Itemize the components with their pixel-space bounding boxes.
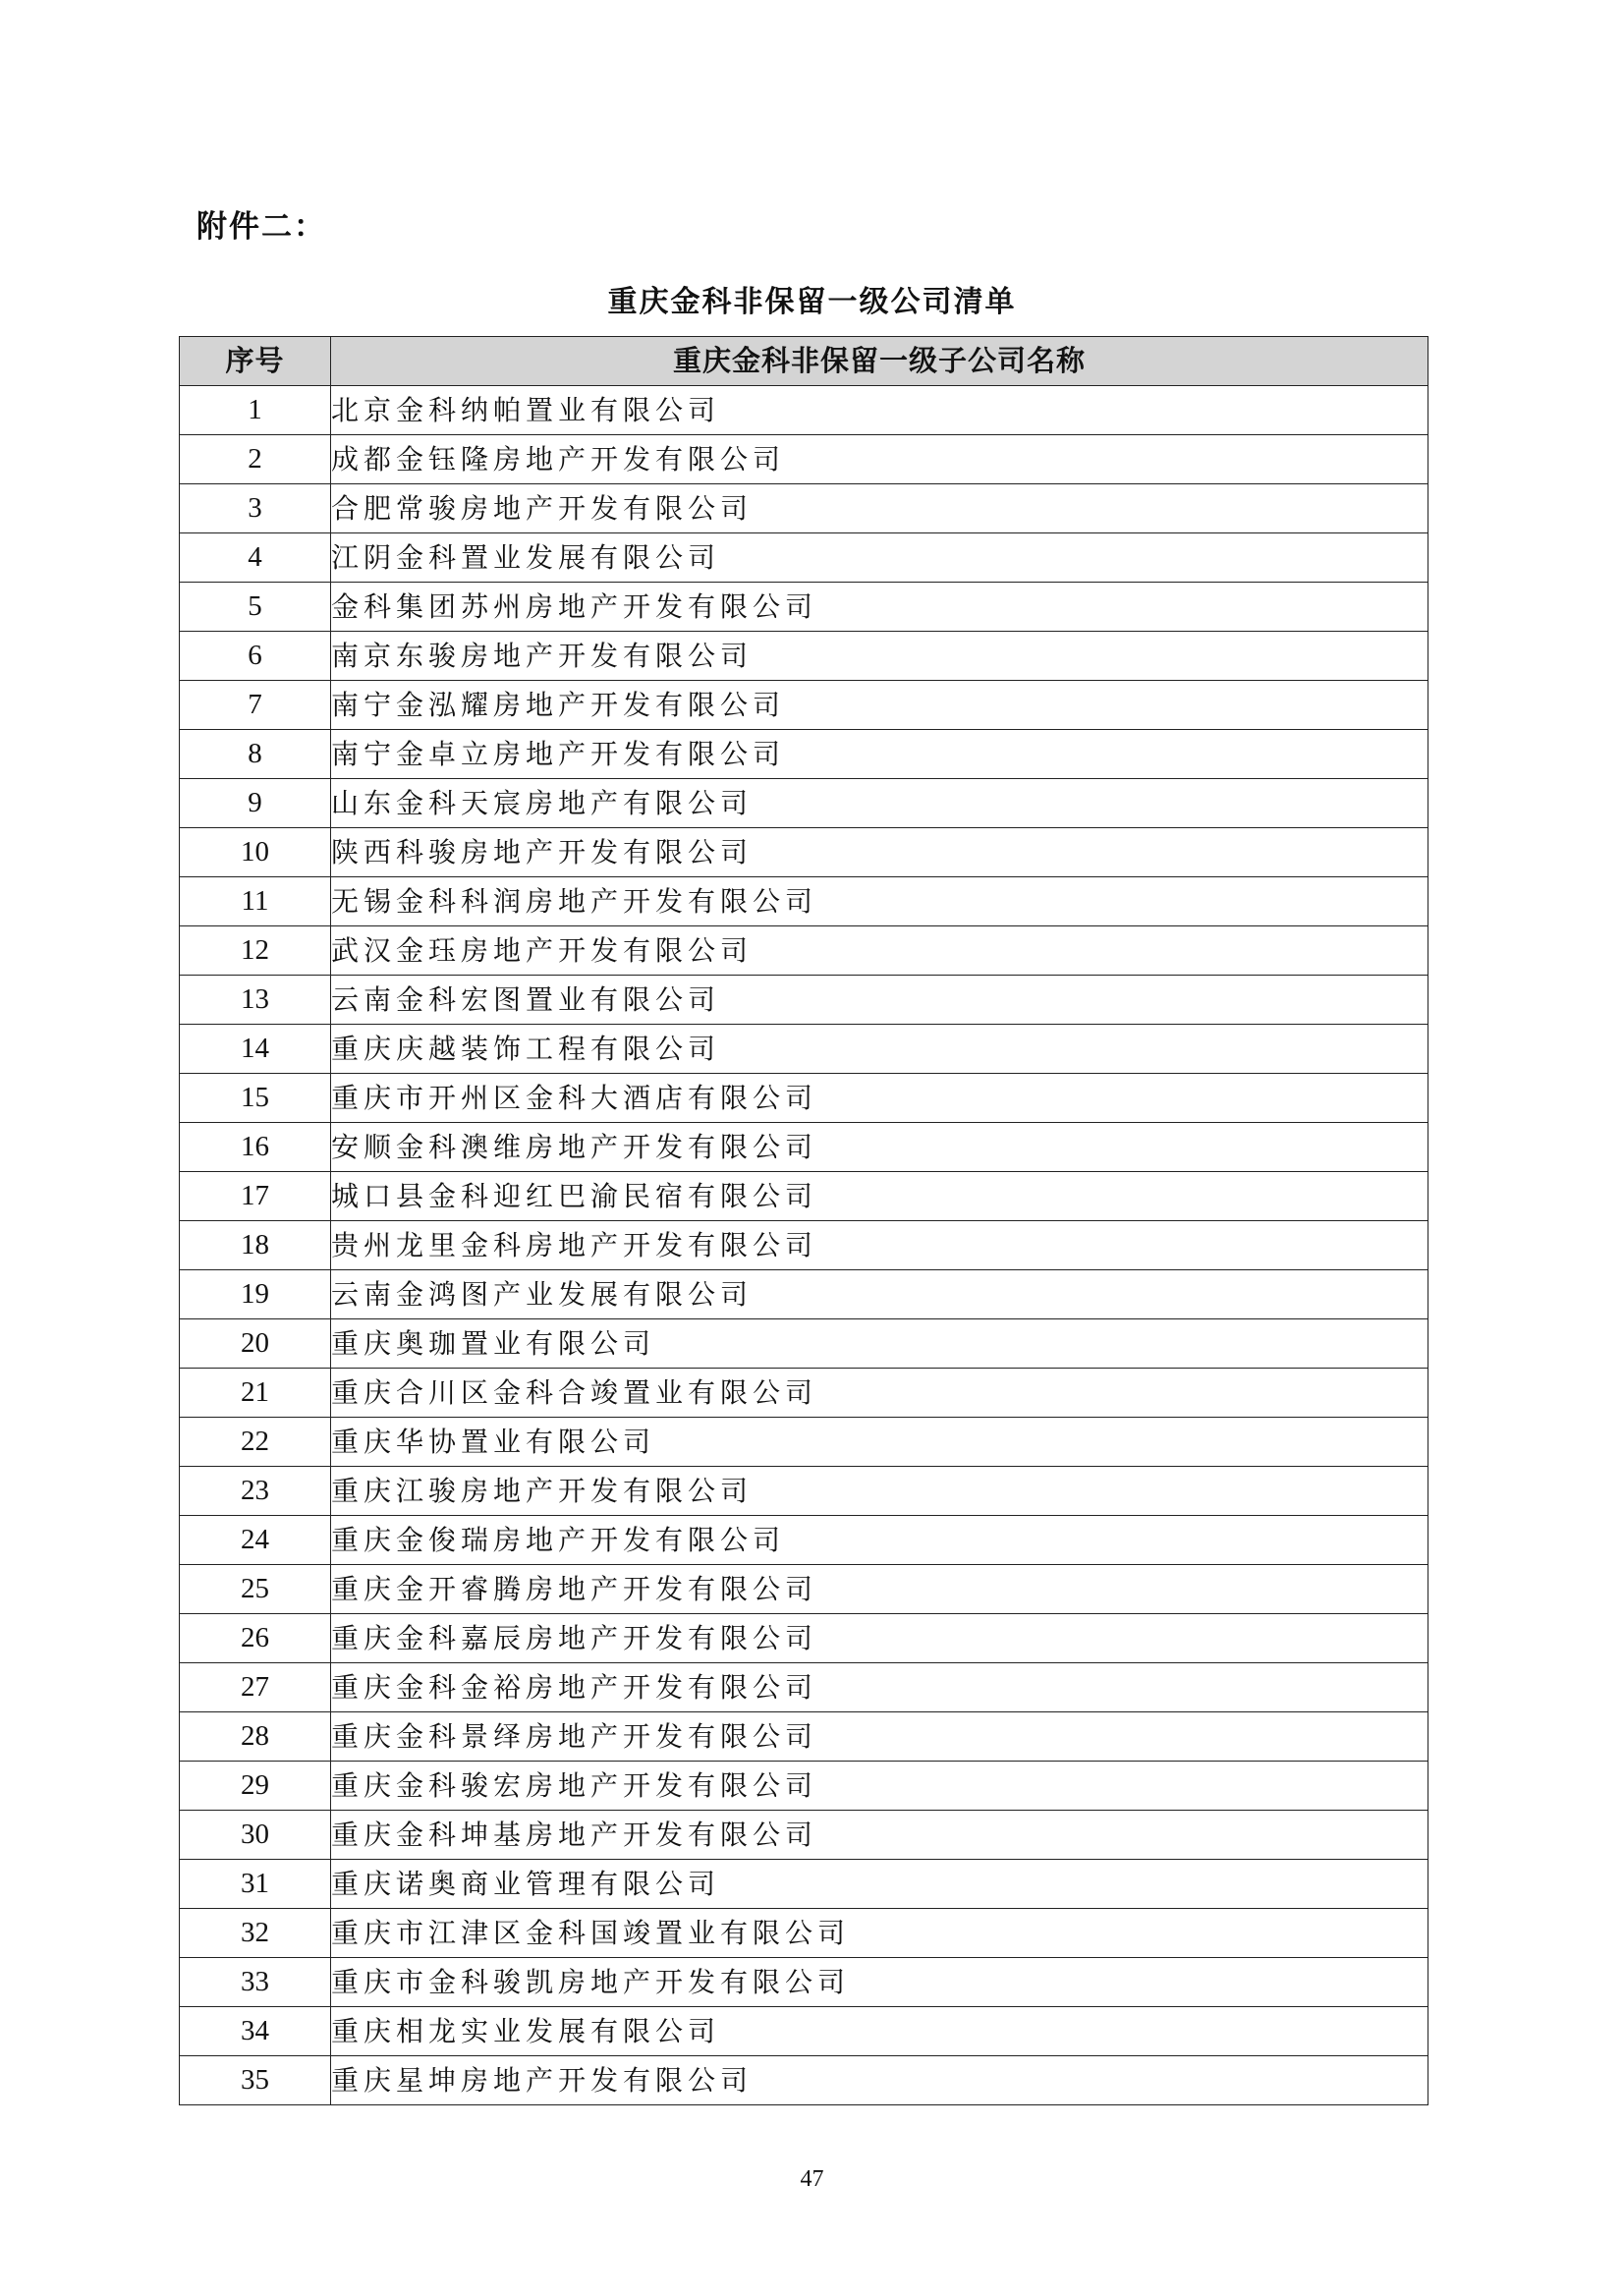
company-name: 南宁金泓耀房地产开发有限公司 xyxy=(331,681,1428,730)
company-name: 重庆金科骏宏房地产开发有限公司 xyxy=(331,1762,1428,1811)
table-row xyxy=(180,1319,1428,1369)
company-name: 城口县金科迎红巴渝民宿有限公司 xyxy=(331,1172,1428,1221)
row-index: 8 xyxy=(180,730,331,779)
row-index: 33 xyxy=(180,1958,331,2007)
table-row xyxy=(180,386,1428,435)
company-name: 重庆星坤房地产开发有限公司 xyxy=(331,2056,1428,2105)
row-index: 24 xyxy=(180,1516,331,1565)
attachment-label: 附件二： xyxy=(196,209,326,245)
company-name: 合肥常骏房地产开发有限公司 xyxy=(331,484,1428,533)
row-index: 21 xyxy=(180,1369,331,1418)
table-row xyxy=(180,1025,1428,1074)
table-row xyxy=(180,484,1428,533)
company-name: 云南金科宏图置业有限公司 xyxy=(331,976,1428,1025)
table-row xyxy=(180,1811,1428,1860)
row-index: 12 xyxy=(180,926,331,976)
table-row xyxy=(180,1467,1428,1516)
table-row xyxy=(180,1958,1428,2007)
company-name: 重庆金科坤基房地产开发有限公司 xyxy=(331,1811,1428,1860)
table-row xyxy=(180,779,1428,828)
company-name: 重庆金科景绎房地产开发有限公司 xyxy=(331,1712,1428,1762)
row-index: 23 xyxy=(180,1467,331,1516)
row-index: 31 xyxy=(180,1860,331,1909)
row-index: 27 xyxy=(180,1663,331,1712)
row-index: 20 xyxy=(180,1319,331,1369)
company-name: 重庆奥珈置业有限公司 xyxy=(331,1319,1428,1369)
table-row xyxy=(180,730,1428,779)
row-index: 4 xyxy=(180,533,331,583)
row-index: 7 xyxy=(180,681,331,730)
row-index: 14 xyxy=(180,1025,331,1074)
company-name: 重庆市金科骏凯房地产开发有限公司 xyxy=(331,1958,1428,2007)
table-row xyxy=(180,435,1428,484)
table-row xyxy=(180,1172,1428,1221)
company-name: 重庆金科嘉辰房地产开发有限公司 xyxy=(331,1614,1428,1663)
company-name: 重庆市开州区金科大酒店有限公司 xyxy=(331,1074,1428,1123)
table-row xyxy=(180,681,1428,730)
company-list-table xyxy=(179,336,1428,2105)
company-name: 重庆诺奥商业管理有限公司 xyxy=(331,1860,1428,1909)
company-name: 江阴金科置业发展有限公司 xyxy=(331,533,1428,583)
row-index: 16 xyxy=(180,1123,331,1172)
table-row xyxy=(180,926,1428,976)
table-row xyxy=(180,828,1428,877)
table-row xyxy=(180,1221,1428,1270)
table-row xyxy=(180,1762,1428,1811)
company-name: 重庆金俊瑞房地产开发有限公司 xyxy=(331,1516,1428,1565)
row-index: 11 xyxy=(180,877,331,926)
company-name: 重庆江骏房地产开发有限公司 xyxy=(331,1467,1428,1516)
company-name: 重庆金科金裕房地产开发有限公司 xyxy=(331,1663,1428,1712)
row-index: 32 xyxy=(180,1909,331,1958)
row-index: 1 xyxy=(180,386,331,435)
company-name: 山东金科天宸房地产有限公司 xyxy=(331,779,1428,828)
row-index: 6 xyxy=(180,632,331,681)
company-name: 成都金钰隆房地产开发有限公司 xyxy=(331,435,1428,484)
table-row xyxy=(180,1663,1428,1712)
company-name: 无锡金科科润房地产开发有限公司 xyxy=(331,877,1428,926)
table-row xyxy=(180,1516,1428,1565)
company-name: 南京东骏房地产开发有限公司 xyxy=(331,632,1428,681)
row-index: 30 xyxy=(180,1811,331,1860)
company-name: 重庆庆越装饰工程有限公司 xyxy=(331,1025,1428,1074)
row-index: 15 xyxy=(180,1074,331,1123)
page-number: 47 xyxy=(800,2166,824,2192)
row-index: 19 xyxy=(180,1270,331,1319)
row-index: 25 xyxy=(180,1565,331,1614)
table-row xyxy=(180,877,1428,926)
row-index: 22 xyxy=(180,1418,331,1467)
row-index: 17 xyxy=(180,1172,331,1221)
company-name: 云南金鸿图产业发展有限公司 xyxy=(331,1270,1428,1319)
row-index: 28 xyxy=(180,1712,331,1762)
table-row xyxy=(180,1270,1428,1319)
table-row xyxy=(180,1074,1428,1123)
row-index: 3 xyxy=(180,484,331,533)
header-company-name: 重庆金科非保留一级子公司名称 xyxy=(331,337,1428,386)
table-row xyxy=(180,2007,1428,2056)
row-index: 10 xyxy=(180,828,331,877)
header-index: 序号 xyxy=(180,337,331,386)
table-row xyxy=(180,2056,1428,2105)
company-name: 重庆华协置业有限公司 xyxy=(331,1418,1428,1467)
table-row xyxy=(180,1909,1428,1958)
company-name: 安顺金科澳维房地产开发有限公司 xyxy=(331,1123,1428,1172)
table-row xyxy=(180,1369,1428,1418)
company-name: 陕西科骏房地产开发有限公司 xyxy=(331,828,1428,877)
company-name: 北京金科纳帕置业有限公司 xyxy=(331,386,1428,435)
company-name: 金科集团苏州房地产开发有限公司 xyxy=(331,583,1428,632)
row-index: 26 xyxy=(180,1614,331,1663)
table-row xyxy=(180,583,1428,632)
table-row xyxy=(180,533,1428,583)
row-index: 5 xyxy=(180,583,331,632)
table-row xyxy=(180,976,1428,1025)
company-name: 重庆相龙实业发展有限公司 xyxy=(331,2007,1428,2056)
row-index: 34 xyxy=(180,2007,331,2056)
row-index: 29 xyxy=(180,1762,331,1811)
company-name: 南宁金卓立房地产开发有限公司 xyxy=(331,730,1428,779)
row-index: 9 xyxy=(180,779,331,828)
company-name: 重庆市江津区金科国竣置业有限公司 xyxy=(331,1909,1428,1958)
company-name: 武汉金珏房地产开发有限公司 xyxy=(331,926,1428,976)
table-body xyxy=(180,386,1428,2105)
table-header-row xyxy=(180,337,1428,386)
document-title: 重庆金科非保留一级公司清单 xyxy=(607,285,1017,319)
table-row xyxy=(180,1860,1428,1909)
company-name: 贵州龙里金科房地产开发有限公司 xyxy=(331,1221,1428,1270)
table-row xyxy=(180,1565,1428,1614)
table-row xyxy=(180,1418,1428,1467)
table-row xyxy=(180,1712,1428,1762)
company-name: 重庆合川区金科合竣置业有限公司 xyxy=(331,1369,1428,1418)
row-index: 2 xyxy=(180,435,331,484)
row-index: 13 xyxy=(180,976,331,1025)
row-index: 35 xyxy=(180,2056,331,2105)
table-row xyxy=(180,1614,1428,1663)
table-row xyxy=(180,632,1428,681)
row-index: 18 xyxy=(180,1221,331,1270)
company-name: 重庆金开睿腾房地产开发有限公司 xyxy=(331,1565,1428,1614)
table-row xyxy=(180,1123,1428,1172)
